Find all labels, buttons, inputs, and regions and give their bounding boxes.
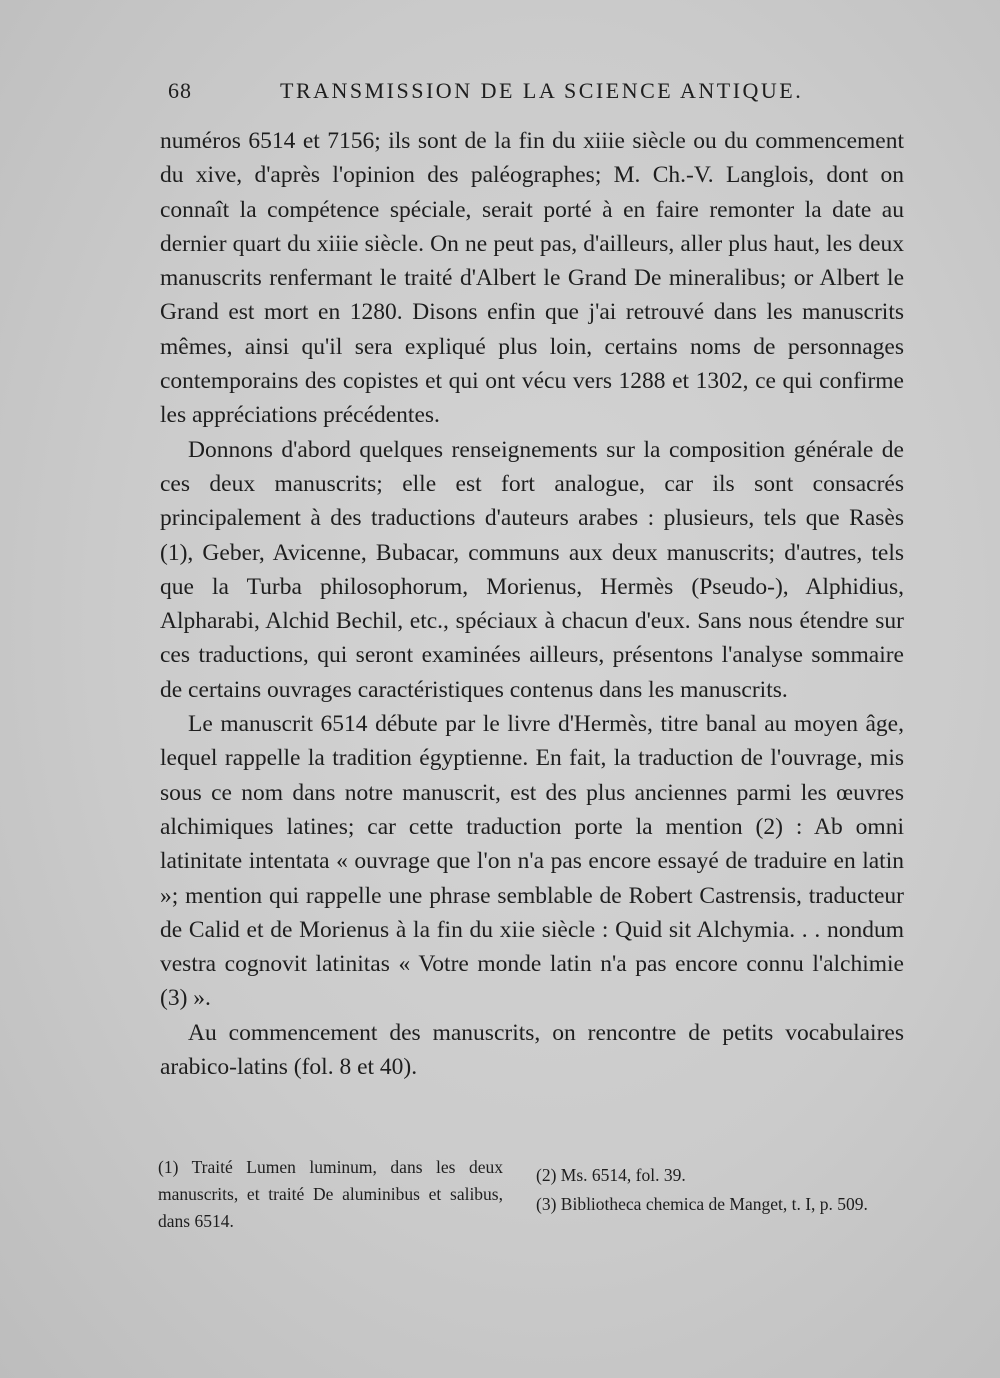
page-number: 68 xyxy=(168,78,192,103)
body-text xyxy=(160,124,904,1084)
footnote-3: (3) Bibliotheca chemica de Manget, t. I, p. 509. xyxy=(536,1194,868,1214)
footnote-1: (1) Traité Lumen luminum, dans les deux manuscrits, et traité De aluminibus et salibus, dans 6514. xyxy=(158,1157,503,1231)
paragraph-3: Le manuscrit 6514 débute par le livre d'Hermès, titre banal au moyen âge, lequel rappelle la tradition égyptienne. En fait, la traduction de l'ouvrage, mis sous ce nom dans notre manuscrit, est des plus anciennes parmi les œuvres alchimiques latines; car cette traduction porte la mention (2) : Ab omni latinitate intentata « ouvrage que l'on n'a pas encore essayé de traduire en latin »; mention qui rappelle une phrase semblable de Robert Castrensis, traducteur de Calid et de Morienus à la fin du xiie siècle : Quid sit Alchymia. . . nondum vestra cognovit latinitas « Votre monde latin n'a pas encore connu l'alchimie (3) ». xyxy=(160,711,904,1012)
footnote-2: (2) Ms. 6514, fol. 39. xyxy=(536,1165,686,1185)
paragraph-4: Au commencement des manuscrits, on rencontre de petits vocabulaires arabico-latins (fol. 8 et 40). xyxy=(160,1019,904,1081)
footnote-column-right xyxy=(536,1162,896,1220)
paragraph-1: numéros 6514 et 7156; ils sont de la fin du xiiie siècle ou du commencement du xive, d'après l'opinion des paléographes; M. Ch.-V. Langlois, dont on connaît la compétence spéciale, serait porté à en faire remonter la date au dernier quart du xiiie siècle. On ne peut pas, d'ailleurs, aller plus haut, les deux manuscrits renfermant le traité d'Albert le Grand De mineralibus; or Albert le Grand est mort en 1280. Disons enfin que j'ai retrouvé dans les manuscrits mêmes, ainsi qu'il sera expliqué plus loin, certains noms de personnages contemporains des copistes et qui ont vécu vers 1288 et 1302, ce qui confirme les appréciations précédentes. xyxy=(160,128,904,429)
footnote-column-left xyxy=(158,1154,503,1237)
paragraph-2: Donnons d'abord quelques renseignements sur la composition générale de ces deux manuscrits; elle est fort analogue, car ils sont consacrés principalement à des traductions d'auteurs arabes : plusieurs, tels que Rasès (1), Geber, Avicenne, Bubacar, communs aux deux manuscrits; d'autres, tels que la Turba philosophorum, Morienus, Hermès (Pseudo-), Alphidius, Alpharabi, Alchid Bechil, etc., spéciaux à chacun d'eux. Sans nous étendre sur ces traductions, qui seront examinées ailleurs, présentons l'analyse sommaire de certains ouvrages caractéristiques contenus dans les manuscrits. xyxy=(160,436,904,703)
running-title: TRANSMISSION DE LA SCIENCE ANTIQUE. xyxy=(280,78,804,103)
